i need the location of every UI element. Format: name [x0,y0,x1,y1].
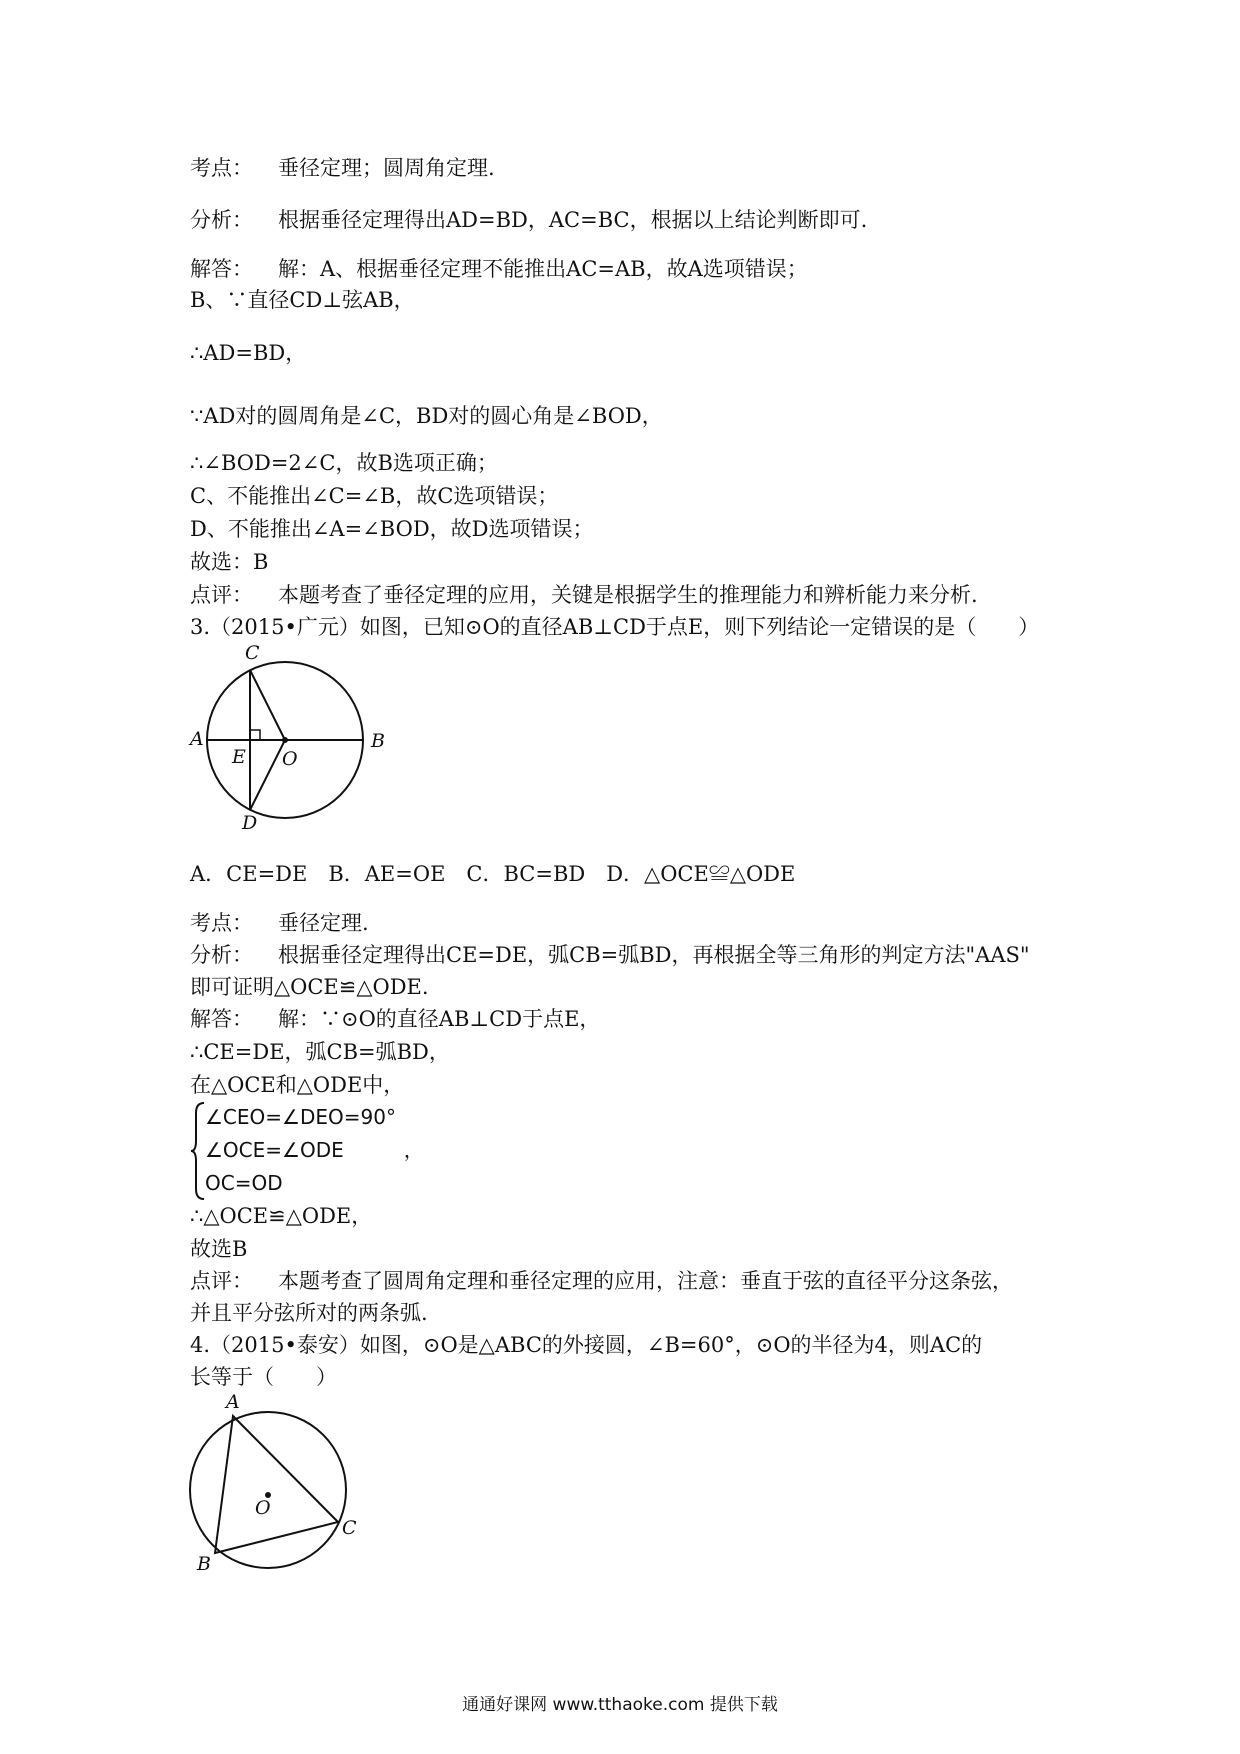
line-text: 4.（2015•泰安）如图，⊙O是△ABC的外接圆，∠B=60°，⊙O的半径为4，则AC的 [190,1333,983,1357]
line-text: 垂径定理. [278,911,369,935]
text-line [190,1006,600,1032]
text-line [190,207,867,233]
line-text: 故选：B [190,550,269,574]
text-line [190,340,306,366]
line-text: A．CE=DE B．AE=OE C．BC=BD D．△OCE≌△ODE [190,862,796,886]
segment-od [250,740,285,810]
label-c: C [245,642,260,664]
line-text: ∠OCE=∠ODE ， [205,1138,424,1162]
right-angle-mark [250,730,260,740]
text-line [190,1300,428,1326]
text-line [190,942,1030,968]
line-text: ∴CE=DE，弧CB=弧BD， [190,1040,450,1064]
text-line [190,1072,404,1098]
label-b: B [371,730,385,752]
line-label: 考点： [190,911,253,935]
line-text: ∠CEO=∠DEO=90° [205,1105,396,1129]
text-line [190,403,663,429]
center-point [282,737,288,743]
line-text: 解：A、根据垂径定理不能推出AC=AB，故A选项错误； [278,257,808,281]
text-line [190,287,415,313]
label-d: D [242,812,258,834]
text-line [190,483,558,509]
text-line [190,450,498,476]
line-text: C、不能推出∠C=∠B，故C选项错误； [190,484,559,508]
question-3 [190,614,1039,640]
line-label: 分析： [190,208,253,232]
label-c: C [342,1517,357,1539]
line-text: 故选B [190,1237,248,1261]
line-text: 即可证明△OCE≌△ODE. [190,975,429,999]
system-line [205,1170,283,1196]
text-line [190,1203,372,1229]
page-footer: 通通好课网 www.tthaoke.com 提供下载 [462,1695,778,1715]
line-text: 长等于（ ） [190,1365,337,1389]
text-line [190,256,808,282]
line-text: ∴AD=BD， [190,341,307,365]
label-e: E [232,746,246,768]
text-line [190,516,594,542]
label-a: A [226,1391,240,1413]
label-a: A [190,728,204,750]
text-line [190,1039,450,1065]
brace-icon [190,1101,206,1201]
label-o: O [282,748,298,770]
text-line [190,974,429,1000]
line-text: ∴△OCE≌△ODE， [190,1204,373,1228]
line-label: 解答： [190,1007,253,1031]
line-text: 本题考查了垂径定理的应用，关键是根据学生的推理能力和辨析能力来分析. [278,583,978,607]
text-line [190,155,495,181]
text-line [190,1364,337,1390]
question-4 [190,1332,982,1358]
line-text: ∴∠BOD=2∠C，故B选项正确； [190,451,498,475]
text-line [190,549,268,575]
circumcircle-outline [190,1412,346,1568]
line-text: 在△OCE和△ODE中， [190,1073,405,1097]
label-b: B [197,1553,211,1575]
text-line [190,910,369,936]
text-line [190,582,978,608]
circle-figure-1 [190,640,390,840]
line-text: 垂径定理；圆周角定理. [278,156,495,180]
line-text: B、∵直径CD⊥弦AB， [190,288,415,312]
line-label: 考点： [190,156,253,180]
system-line [205,1104,396,1130]
text-line [190,1236,247,1262]
line-label: 解答： [190,257,253,281]
triangle-abc [215,1416,338,1553]
text-line [190,1268,1013,1294]
line-text: D、不能推出∠A=∠BOD，故D选项错误； [190,517,594,541]
circle-diagram-svg [190,640,390,840]
line-label: 分析： [190,943,253,967]
line-text: 根据垂径定理得出AD=BD，AC=BC，根据以上结论判断即可. [278,208,868,232]
line-text: 本题考查了圆周角定理和垂径定理的应用，注意：垂直于弦的直径平分这条弦， [278,1269,1013,1293]
line-text: ∵AD对的圆周角是∠C，BD对的圆心角是∠BOD， [190,404,663,428]
answer-options [190,861,795,887]
line-label: 点评： [190,583,253,607]
circumcircle-diagram-svg [185,1405,365,1580]
label-o: O [255,1497,271,1519]
line-text: 3.（2015•广元）如图，已知⊙O的直径AB⊥CD于点E，则下列结论一定错误的是（ ） [190,615,1040,639]
line-text: OC=OD [205,1171,283,1195]
line-text: 根据垂径定理得出CE=DE，弧CB=弧BD，再根据全等三角形的判定方法"AAS" [278,943,1030,967]
circle-figure-2 [185,1391,365,1580]
system-line [205,1137,424,1163]
line-label: 点评： [190,1269,253,1293]
line-text: 解：∵⊙O的直径AB⊥CD于点E， [278,1007,601,1031]
line-text: 并且平分弦所对的两条弧. [190,1301,428,1325]
